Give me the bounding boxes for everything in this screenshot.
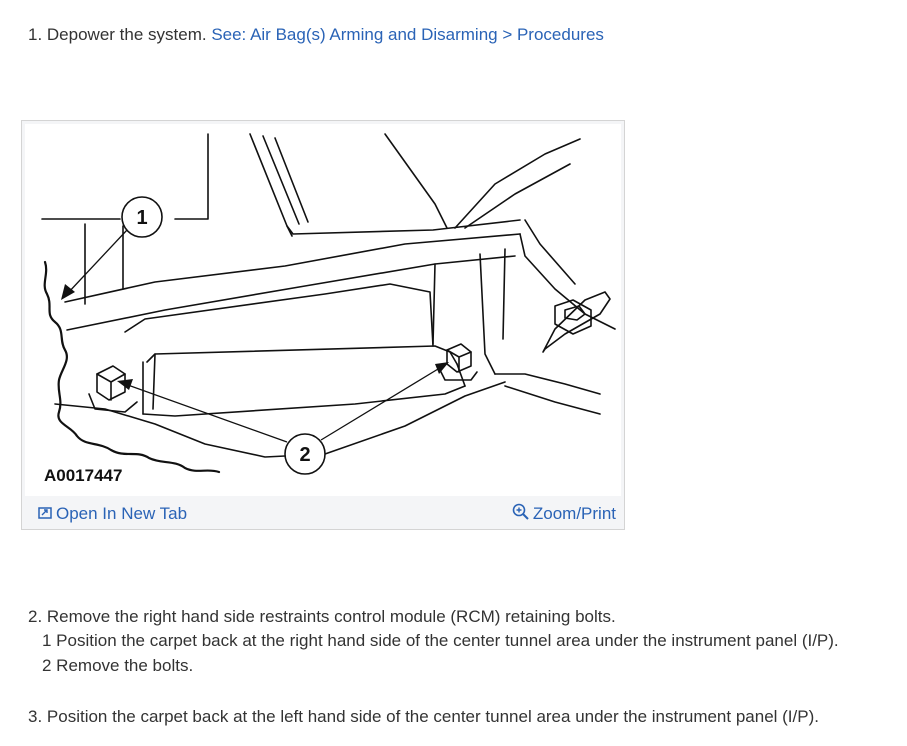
- zoom-icon: [512, 503, 529, 525]
- substep-2-1: 1 Position the carpet back at the right hand side of the center tunnel area under the instrument panel (I/P).: [42, 631, 839, 650]
- step-2: 2. Remove the right hand side restraints control module (RCM) retaining bolts.: [28, 607, 616, 626]
- zoom-print-button[interactable]: [512, 503, 616, 525]
- figure-id-label: A0017447: [44, 466, 123, 485]
- open-in-new-tab-button[interactable]: [38, 504, 187, 524]
- open-new-tab-icon: [38, 504, 52, 524]
- rcm-diagram-svg: [25, 124, 621, 496]
- airbag-procedure-link[interactable]: See: Air Bag(s) Arming and Disarming > Procedures: [211, 25, 604, 44]
- rcm-illustration: [25, 124, 621, 496]
- callout-1: 1: [136, 207, 148, 229]
- figure-panel: [21, 120, 625, 530]
- step-1: [28, 25, 604, 45]
- step-3: 3. Position the carpet back at the left hand side of the center tunnel area under the instrument panel (I/P).: [28, 707, 819, 726]
- figure-toolbar: [22, 498, 624, 528]
- callout-2: 2: [299, 444, 311, 466]
- open-in-new-tab-label: Open In New Tab: [56, 504, 188, 523]
- zoom-print-label: Zoom/Print: [532, 504, 616, 523]
- substep-2-2: 2 Remove the bolts.: [42, 656, 194, 675]
- step-1-text: 1. Depower the system.: [28, 25, 212, 44]
